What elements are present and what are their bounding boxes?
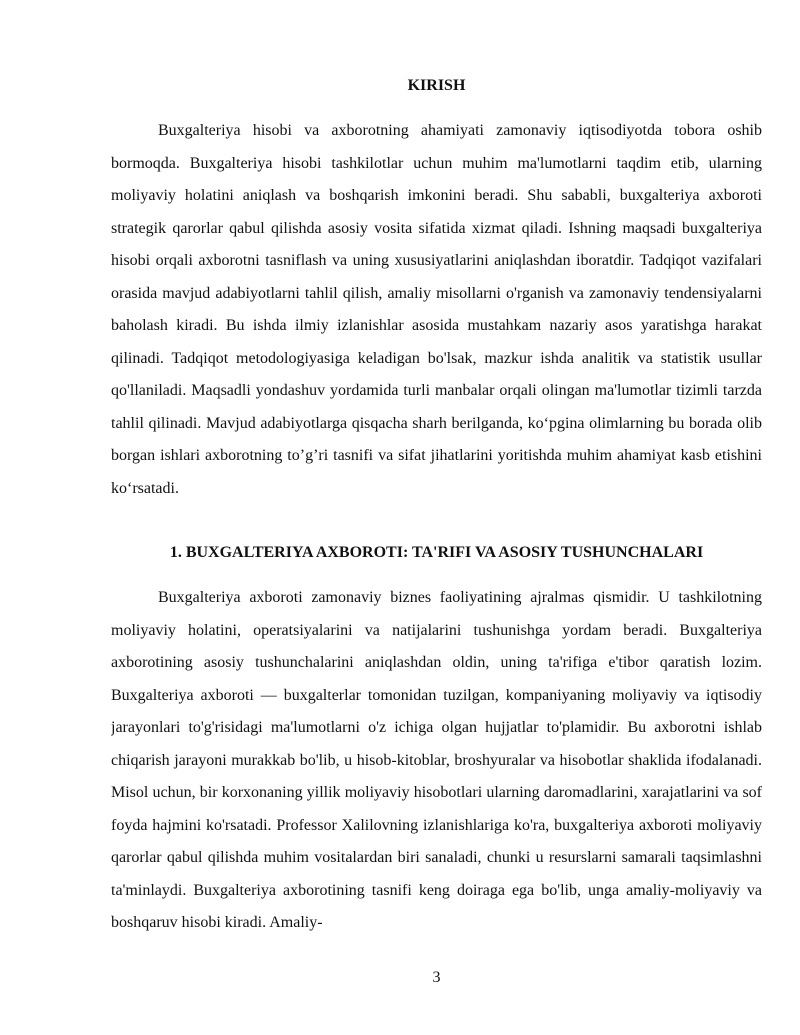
section-heading: 1. BUXGALTERIYA AXBOROTI: TA'RIFI VA ASOSIY TUSHUNCHALARI <box>169 544 704 561</box>
page-title: KIRISH <box>407 77 466 94</box>
page-number: 3 <box>432 969 441 986</box>
intro-paragraph: Buxgalteriya hisobi va axborotning ahamiyati zamonaviy iqtisodiyotda tobora oshib bormoqda. Buxgalteriya hisobi tashkilotlar uchun muhim ma'lumotlarni taqdim etib, ularning moliyaviy holatini aniqlash va boshqarish imkonini beradi. Shu sababli, buxgalteriya axboroti strategik qarorlar qabul qilishda asosiy vosita sifatida xizmat qiladi. Ishning maqsadi buxgalteriya hisobi orqali axborotni tasniflash va uning xususiyatlarini aniqlashdan iboratdir. Tadqiqot vazifalari orasida mavjud adabiyotlarni tahlil qilish, amaliy misollarni o'rganish va zamonaviy tendensiyalarni baholash kiradi. Bu ishda ilmiy izlanishlar asosida mustahkam nazariy asos yaratishga harakat qilinadi. Tadqiqot metodologiyasiga keladigan bo'lsak, mazkur ishda analitik va statistik usullar qo'llaniladi. Maqsadli yondashuv yordamida turli manbalar orqali olingan ma'lumotlar tizimli tarzda tahlil qilinadi. Mavjud adabiyotlarga qisqacha sharh berilganda, ko‘pgina olimlarning bu borada olib borgan ishlari axborotning to’g’ri tasnifi va sifat jihatlarini yoritishda muhim ahamiyat kasb etishini ko‘rsatadi. <box>111 122 762 497</box>
section-paragraph: Buxgalteriya axboroti zamonaviy biznes faoliyatining ajralmas qismidir. U tashkilotning moliyaviy holatini, operatsiyalarini va natijalarini tushunishga yordam beradi. Buxgalteriya axborotining asosiy tushunchalarini aniqlashdan oldin, uning ta'rifiga e'tibor qaratish lozim. Buxgalteriya axboroti — buxgalterlar tomonidan tuzilgan, kompaniyaning moliyaviy va iqtisodiy jarayonlari to'g'risidagi ma'lumotlarni o'z ichiga olgan hujjatlar to'plamidir. Bu axborotni ishlab chiqarish jarayoni murakkab bo'lib, u hisob-kitoblar, broshyuralar va hisobotlar shaklida ifodalanadi. Misol uchun, bir korxonaning yillik moliyaviy hisobotlari ularning daromadlarini, xarajatlarini va sof foyda hajmini ko'rsatadi. Professor Xalilovning izlanishlariga ko'ra, buxgalteriya axboroti moliyaviy qarorlar qabul qilishda muhim vositalardan biri sanaladi, chunki u resurslarni samarali taqsimlashni ta'minlaydi. Buxgalteriya axborotining tasnifi keng doiraga ega bo'lib, unga amaliy-moliyaviy va boshqaruv hisobi kiradi. Amaliy- <box>111 589 762 931</box>
